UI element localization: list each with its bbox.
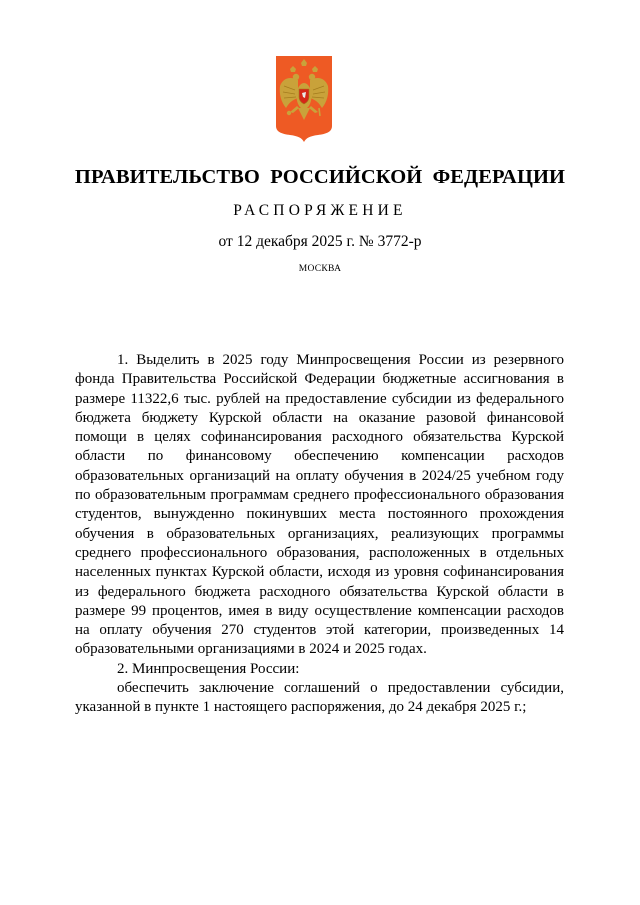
- government-title: ПРАВИТЕЛЬСТВО РОССИЙСКОЙ ФЕДЕРАЦИИ: [74, 166, 566, 188]
- paragraph-2: 2. Минпросвещения России:: [117, 660, 300, 677]
- coat-of-arms-icon: [276, 56, 332, 142]
- document-date-number: от 12 декабря 2025 г. № 3772-р: [218, 233, 422, 250]
- paragraph-3: обеспечить заключение соглашений о предоставлении субсидии, указанной в пункте 1 настоящего распоряжения, до 24 декабря 2025 г.;: [75, 680, 564, 716]
- document-type: РАСПОРЯЖЕНИЕ: [233, 202, 407, 219]
- paragraph-1: 1. Выделить в 2025 году Минпросвещения России из резервного фонда Правительства Российской Федерации бюджетные ассигнования в размере 11322,6 тыс. рублей на предоставление субсидии из федерального бюджета бюджету Курской области на оказание разовой финансовой помощи в целях софинансирования расходного обязательства Курской области по финансовому обеспечению компенсации расходов образовательных организаций на оплату обучения в 2024/25 учебном году по образовательным программам среднего профессионального образования студентов, вынужденно покинувших места постоянного прохождения обучения в образовательных организациях, реализующих программы среднего профессионального образования, расположенных в отдельных населенных пунктах Курской области, исходя из уровня софинансирования из федерального бюджета расходного обязательства Курской области в размере 99 процентов, имея в виду осуществление компенсации расходов на оплату обучения 270 студентов этой категории, произведенных 14 образовательными организациями в 2024 и 2025 годах.: [75, 352, 564, 658]
- document-body: [75, 351, 564, 718]
- document-city: МОСКВА: [298, 264, 342, 274]
